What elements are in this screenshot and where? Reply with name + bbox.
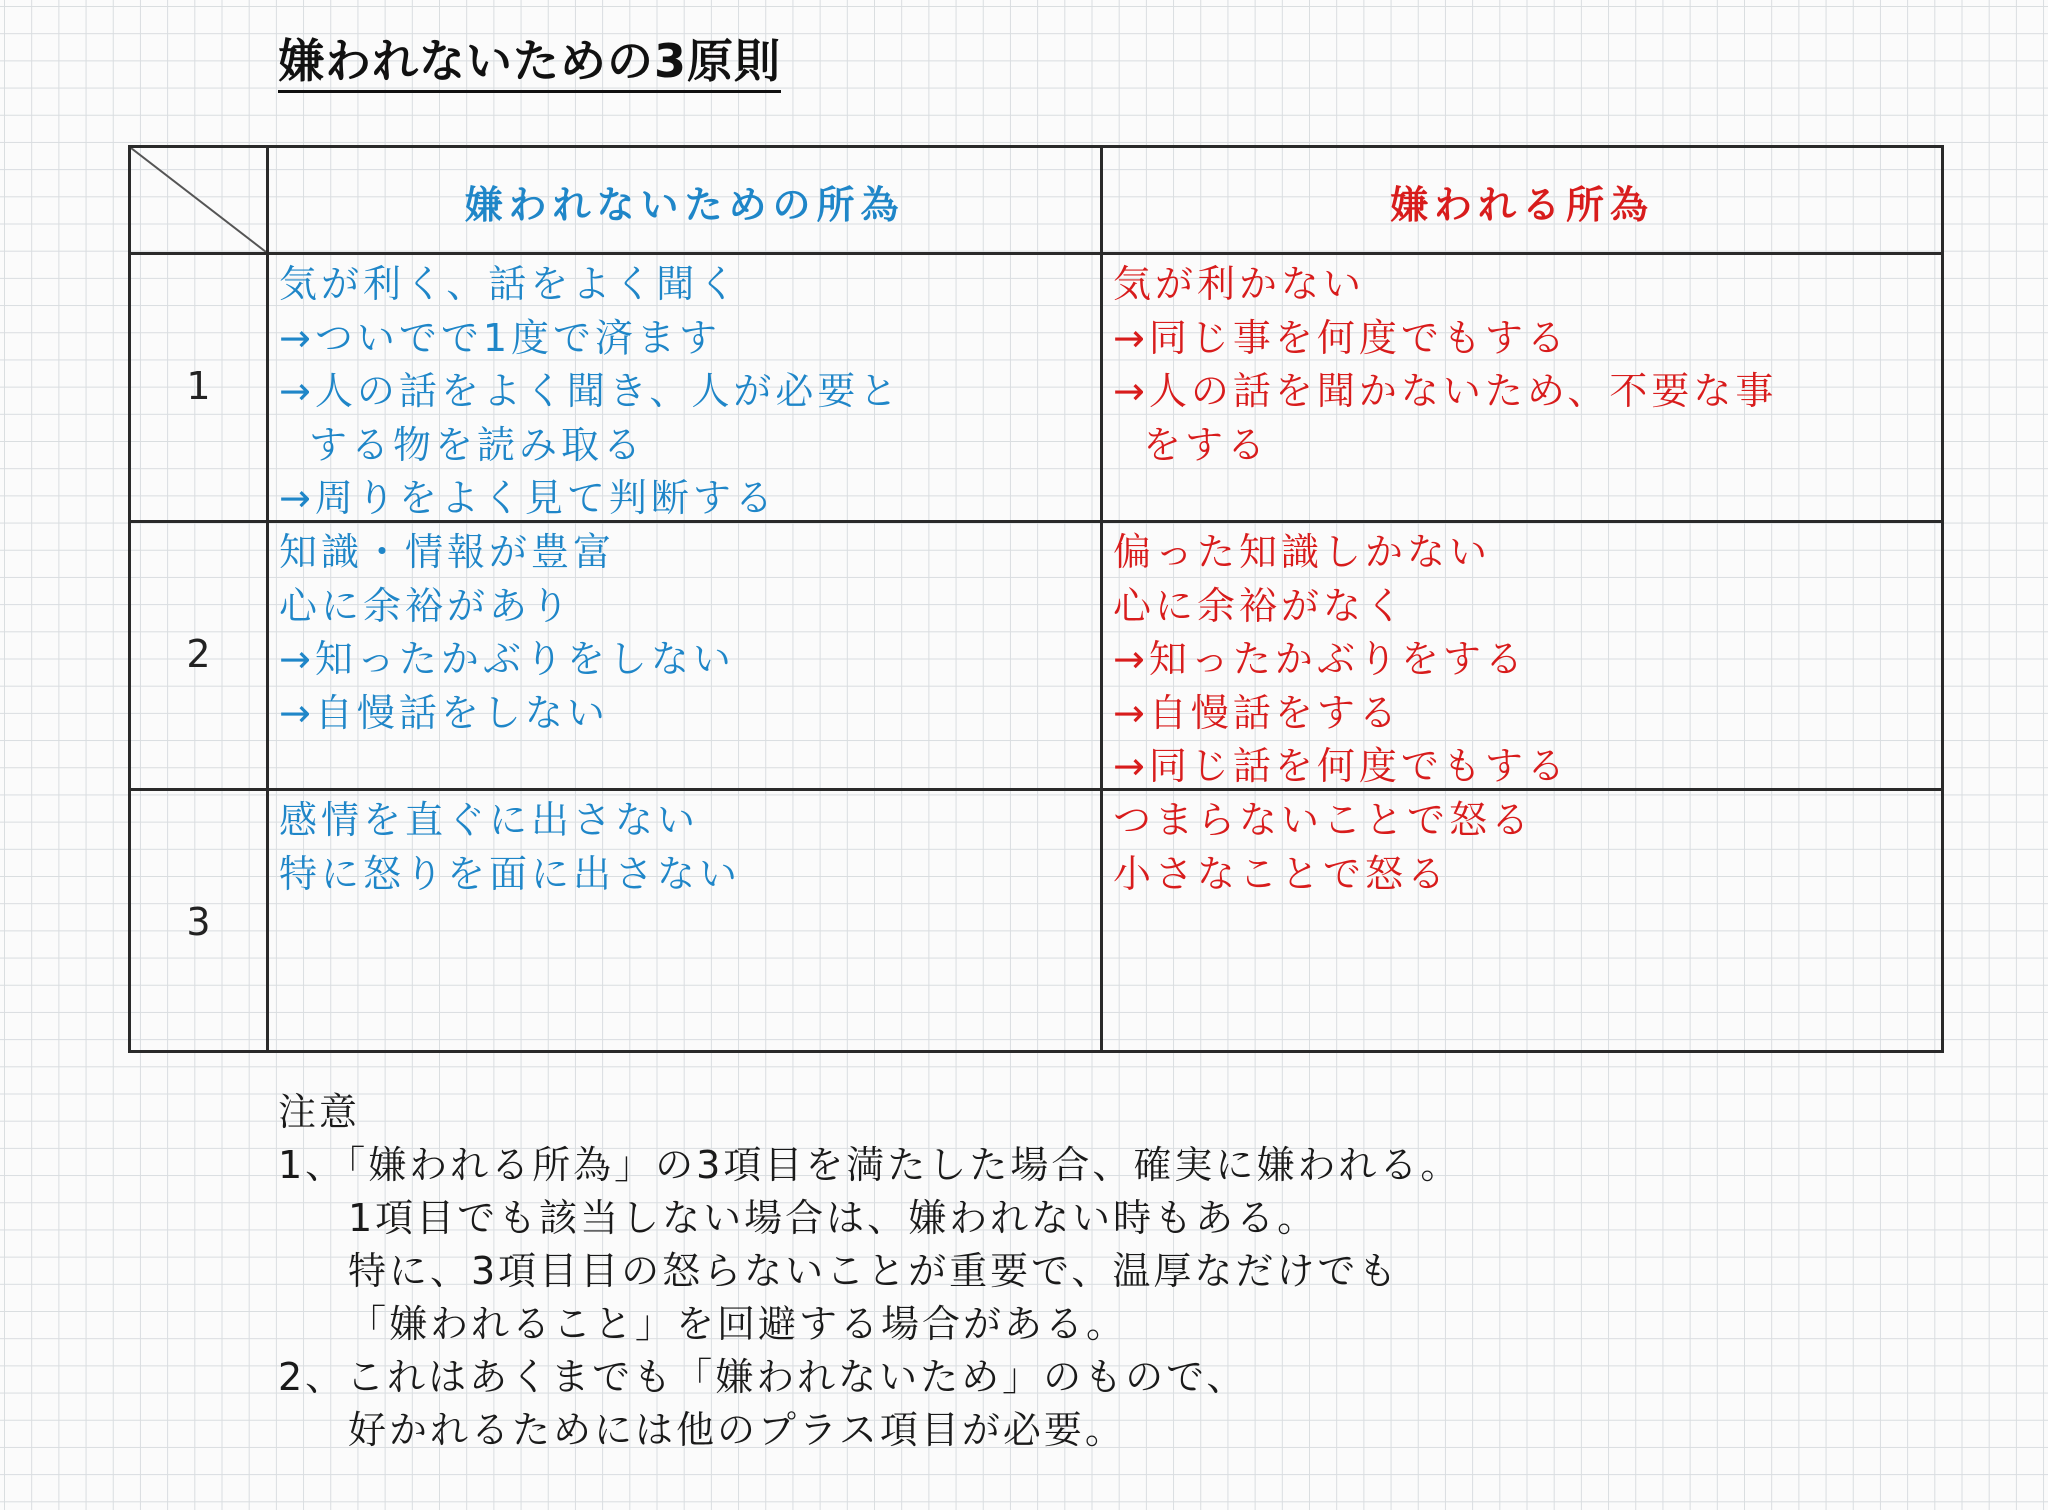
list-item: 小さなことで怒る (1113, 851, 1450, 896)
row2-right-cell (1113, 526, 1569, 794)
list-item: →知ったかぶりをする (1113, 637, 1527, 681)
row3-right-cell (1113, 794, 1533, 901)
notes-line: 1項目でも該当しない場合は、嫌われない時もある。 (348, 1196, 1319, 1240)
list-item: →ついでで1度で済ます (279, 315, 722, 360)
list-item: 偏った知識しかない (1113, 530, 1492, 574)
list-item: 感情を直ぐに出さない (279, 798, 700, 842)
row1-right-cell (1113, 258, 1777, 472)
list-item: →人の話をよく聞き、人が必要と (279, 369, 902, 413)
notes-line: 「嫌われること」を回避する場合がある。 (348, 1302, 1128, 1346)
notes-line: 好かれるためには他のプラス項目が必要。 (348, 1408, 1126, 1452)
list-item: をする (1143, 422, 1270, 467)
corner-diagonal (131, 148, 266, 252)
notes-line: 2、これはあくまでも「嫌われないため」のもので、 (278, 1355, 1248, 1399)
notes-line: 特に、3項目目の怒らないことが重要で、温厚なだけでも (348, 1249, 1400, 1293)
table-column-divider (1100, 148, 1103, 1050)
row3-left-cell (279, 794, 741, 901)
list-item: 特に怒りを面に出さない (279, 851, 742, 896)
header-not-disliked: 嫌われないための所為 (464, 183, 905, 227)
list-item: 気が利かない (1113, 262, 1366, 306)
notes-heading: 注意 (278, 1090, 361, 1134)
list-item: 知識・情報が豊富 (279, 530, 616, 574)
table-row-divider (131, 788, 1941, 791)
list-item: →同じ話を何度でもする (1113, 744, 1569, 788)
list-item: する物を読み取る (309, 422, 646, 467)
row-number-2: 2 (186, 632, 211, 676)
row2-left-cell (279, 526, 735, 740)
list-item: 心に余裕がなく (1113, 583, 1408, 628)
list-item: つまらないことで怒る (1113, 798, 1534, 842)
table-row-divider (131, 252, 1941, 255)
list-item: →同じ事を何度でもする (1113, 315, 1569, 360)
row1-left-cell (279, 258, 901, 526)
notes-section (278, 1086, 1461, 1457)
page-title: 嫌われないための3原則 (278, 34, 781, 93)
list-item: 気が利く、話をよく聞く (279, 262, 741, 306)
table-column-divider (266, 148, 269, 1050)
list-item: →人の話を聞かないため、不要な事 (1113, 369, 1778, 413)
row-number-3: 3 (186, 900, 211, 944)
list-item: →自慢話をしない (279, 690, 609, 735)
principles-table (128, 145, 1944, 1053)
list-item: →自慢話をする (1113, 690, 1401, 735)
list-item: →周りをよく見て判断する (279, 476, 777, 520)
header-disliked: 嫌われる所為 (1389, 183, 1654, 227)
list-item: 心に余裕があり (279, 583, 574, 628)
list-item: →知ったかぶりをしない (279, 637, 735, 681)
notes-line: 1、「嫌われる所為」の3項目を満たした場合、確実に嫌われる。 (278, 1143, 1462, 1187)
row-number-1: 1 (186, 364, 211, 408)
